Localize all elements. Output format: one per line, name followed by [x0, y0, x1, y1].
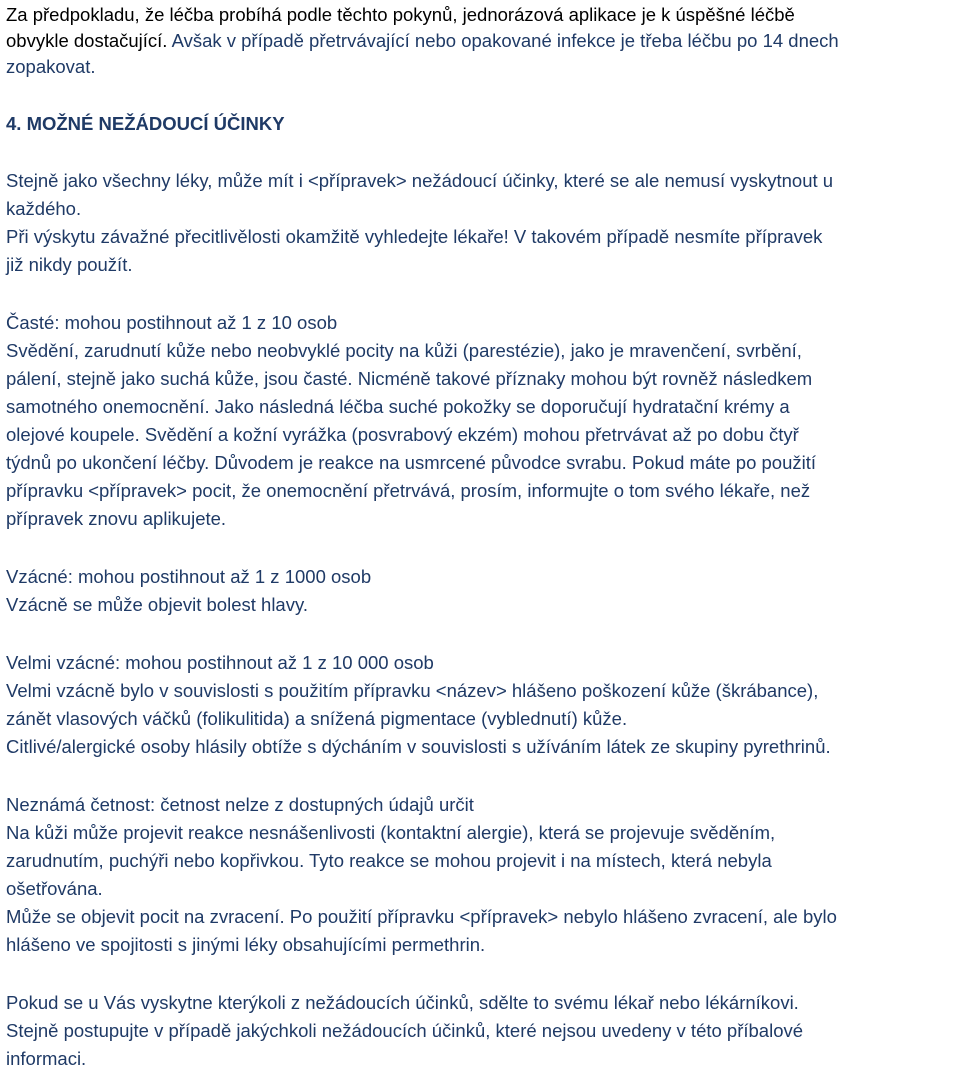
unknown-title: Neznámá četnost: četnost nelze z dostupných údajů určit — [6, 794, 474, 815]
closing-line-3: informaci. — [6, 1048, 87, 1069]
frequent-text: Důvodem je reakce na usmrcené původce svrabu. — [209, 452, 627, 473]
frequent-line-1: Svědění, zarudnutí kůže nebo neobvyklé pocity na kůži (parestézie), jako je mravenčení, svrbění, — [6, 340, 802, 361]
intro-text: Za předpokladu, že léčba probíhá podle těchto pokynů, jednorázová aplikace je k úspěšné léčbě — [6, 4, 795, 25]
frequent-line-5 — [6, 450, 816, 476]
frequent-line-6: přípravku <přípravek> pocit, že onemocnění přetrvává, prosím, informujte o tom svého lékaře, než — [6, 480, 811, 501]
frequent-text: Svědění a kožní vyrážka (posvrabový ekzém) mohou přetrvávat až po dobu čtyř — [139, 424, 799, 445]
intro-text-blue: zopakovat. — [6, 56, 96, 77]
frequent-line-3 — [6, 394, 790, 420]
very-rare-title: Velmi vzácné: mohou postihnout až 1 z 10 000 osob — [6, 652, 434, 673]
para1-line-1: Stejně jako všechny léky, může mít i <přípravek> nežádoucí účinky, které se ale nemusí vyskytnout u — [6, 170, 834, 191]
section-heading: 4. MOŽNÉ NEŽÁDOUCÍ ÚČINKY — [6, 113, 285, 134]
very-rare-line-3: Citlivé/alergické osoby hlásily obtíže s dýcháním v souvislosti s užíváním látek ze skupiny pyrethrinů. — [6, 736, 831, 757]
intro-line-3 — [6, 54, 95, 80]
intro-line-1 — [6, 2, 795, 28]
frequent-title: Časté: mohou postihnout až 1 z 10 osob — [6, 312, 338, 333]
unknown-line-1: Na kůži může projevit reakce nesnášenlivosti (kontaktní alergie), která se projevuje svěděním, — [6, 822, 776, 843]
closing-line-2: Stejně postupujte v případě jakýchkoli nežádoucích účinků, které nejsou uvedeny v této příbalové — [6, 1020, 804, 1041]
frequent-text: olejové koupele. — [6, 424, 140, 445]
para1-line-4: již nikdy použít. — [6, 254, 133, 275]
frequent-line-2 — [6, 366, 812, 392]
intro-text-blue: Avšak v případě přetrvávající nebo opakované infekce je třeba léčbu po 14 dnech — [167, 30, 839, 51]
very-rare-line-1: Velmi vzácně bylo v souvislosti s použitím přípravku <název> hlášeno poškození kůže (škrábance), — [6, 680, 819, 701]
para1-line-2: každého. — [6, 198, 82, 219]
unknown-line-4: Může se objevit pocit na zvracení. Po použití přípravku <přípravek> nebylo hlášeno zvracení, ale bylo — [6, 906, 837, 927]
frequent-line-7: přípravek znovu aplikujete. — [6, 508, 227, 529]
unknown-line-2: zarudnutím, puchýři nebo kopřivkou. Tyto reakce se mohou projevit i na místech, která nebyla — [6, 850, 772, 871]
rare-title: Vzácné: mohou postihnout až 1 z 1000 osob — [6, 566, 372, 587]
intro-line-2 — [6, 28, 839, 54]
frequent-text: Nicméně takové příznaky mohou být rovněž následkem — [352, 368, 813, 389]
intro-text: obvykle dostačující. — [6, 30, 168, 51]
frequent-text: Jako následná léčba suché pokožky se doporučují hydratační krémy a — [209, 396, 790, 417]
para1-line-3: Při výskytu závažné přecitlivělosti okamžitě vyhledejte lékaře! V takovém případě nesmíte přípravek — [6, 226, 823, 247]
frequent-text: pálení, stejně jako suchá kůže, jsou časté. — [6, 368, 353, 389]
frequent-text: týdnů po ukončení léčby. — [6, 452, 210, 473]
unknown-line-3: ošetřována. — [6, 878, 103, 899]
frequent-text: samotného onemocnění. — [6, 396, 210, 417]
closing-line-1: Pokud se u Vás vyskytne kterýkoli z nežádoucích účinků, sdělte to svému lékař nebo lékárníkovi. — [6, 992, 799, 1013]
very-rare-line-2: zánět vlasových váčků (folikulitida) a snížená pigmentace (vyblednutí) kůže. — [6, 708, 628, 729]
frequent-line-4 — [6, 422, 799, 448]
rare-line-1: Vzácně se může objevit bolest hlavy. — [6, 594, 308, 615]
frequent-text: Pokud máte po použití — [626, 452, 817, 473]
unknown-line-5: hlášeno ve spojitosti s jinými léky obsahujícími permethrin. — [6, 934, 486, 955]
